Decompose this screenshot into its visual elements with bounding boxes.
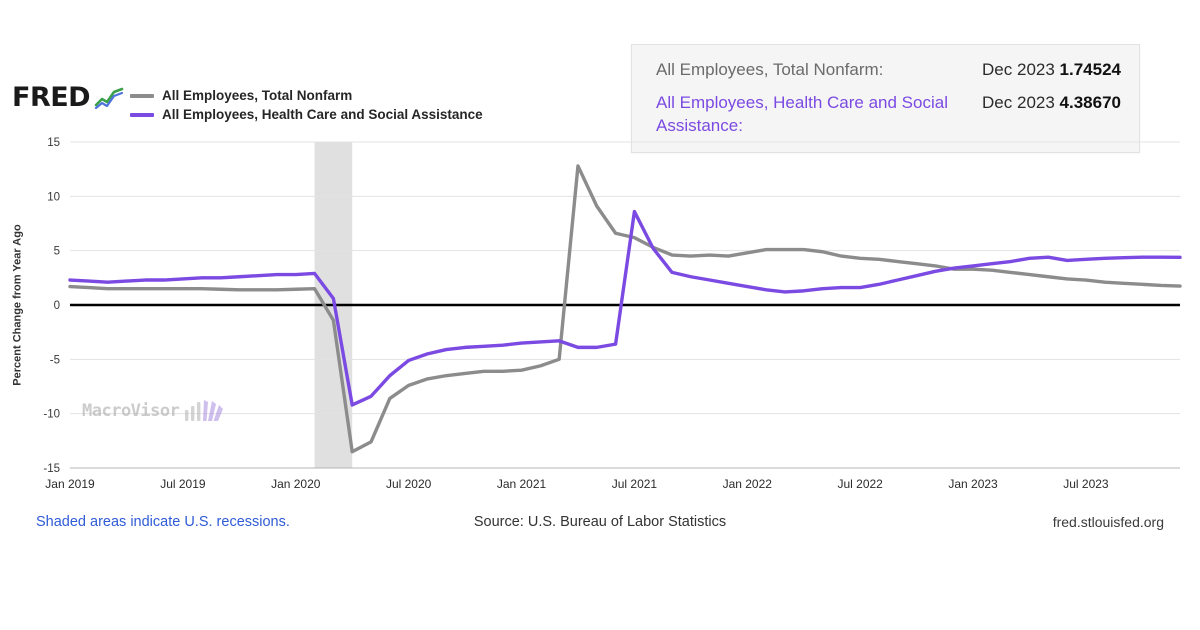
chart-plot-area: [0, 130, 1200, 490]
series-line: [70, 166, 1180, 452]
tooltip-value-group: [982, 59, 1121, 80]
legend-item: [130, 105, 483, 124]
x-tick-label: Jul 2020: [385, 477, 432, 491]
x-tick-label: Jan 2021: [496, 477, 547, 491]
y-tick-labels: [43, 137, 60, 475]
macrovisor-watermark: [82, 398, 225, 424]
legend-swatch-icon: [130, 94, 154, 98]
chart-legend: [130, 86, 483, 124]
x-tick-labels: [45, 477, 1109, 491]
x-tick-label: Jul 2019: [160, 477, 206, 491]
x-tick-label: Jul 2022: [837, 477, 883, 491]
tooltip-value: 4.38670: [1059, 92, 1121, 112]
y-tick-label: 10: [47, 191, 60, 204]
legend-item: [130, 86, 483, 105]
x-tick-label: Jul 2021: [611, 477, 658, 491]
tooltip-value-group: [982, 92, 1121, 113]
y-tick-label: 5: [53, 245, 60, 258]
y-axis-title-text: Percent Change from Year Ago: [12, 224, 25, 386]
watermark-text: MacroVisor: [82, 401, 180, 421]
fred-url: fred.stlouisfed.org: [1052, 514, 1164, 530]
chart-svg: [0, 130, 1200, 510]
x-tick-label: Jan 2020: [271, 477, 321, 491]
tooltip-value: 1.74524: [1059, 60, 1121, 79]
legend-swatch-icon: [130, 113, 154, 117]
y-tick-label: -15: [43, 463, 60, 475]
fred-logo-text: FRED: [12, 82, 91, 113]
x-tick-label: Jan 2023: [948, 477, 998, 491]
series-line: [70, 212, 1180, 405]
source-note: Source: U.S. Bureau of Labor Statistics: [473, 514, 727, 530]
legend-label: All Employees, Health Care and Social Assistance: [162, 107, 483, 122]
chart-footer: [0, 514, 1200, 538]
fan-icon: [183, 398, 225, 424]
recession-note: Shaded areas indicate U.S. recessions.: [36, 514, 290, 530]
x-tick-label: Jan 2019: [45, 477, 95, 491]
tooltip-date: Dec 2023: [982, 60, 1055, 79]
y-tick-label: 0: [53, 300, 60, 312]
legend-label: All Employees, Total Nonfarm: [162, 88, 353, 103]
y-tick-label: -10: [43, 408, 60, 421]
x-tick-label: Jul 2023: [1063, 477, 1109, 491]
tooltip-date: Dec 2023: [982, 92, 1055, 112]
tooltip-series-name: All Employees, Total Nonfarm:: [656, 60, 884, 79]
series-lines: [70, 166, 1180, 452]
fred-logo: [12, 82, 124, 113]
y-tick-label: -5: [49, 354, 60, 367]
tooltip-series-name: All Employees, Health Care and Social Assistance:: [656, 92, 948, 135]
x-tick-label: Jan 2022: [722, 477, 772, 491]
line-chart-icon: [94, 87, 124, 109]
tooltip-row: [656, 59, 1121, 82]
y-tick-label: 15: [47, 137, 60, 149]
